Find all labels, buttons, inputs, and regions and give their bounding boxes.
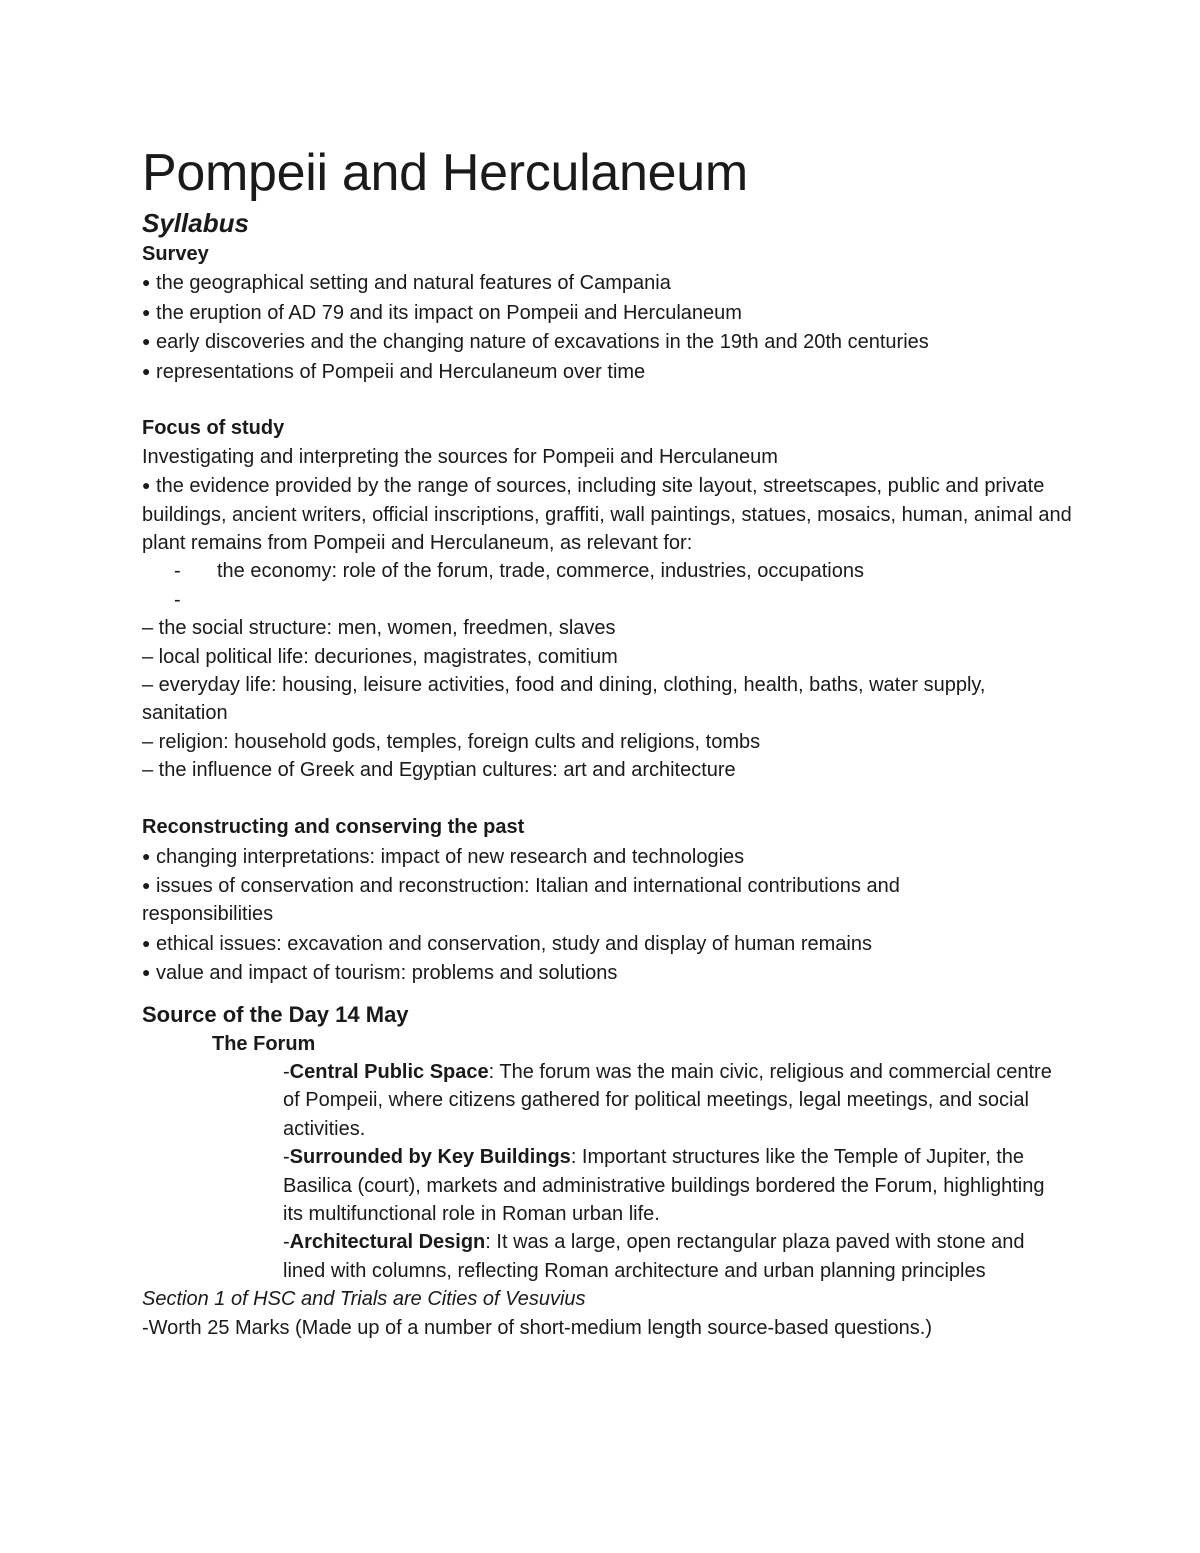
source-of-day-heading: Source of the Day 14 May [142,1001,409,1027]
forum-point-term: Central Public Space [289,1060,489,1083]
survey-item: ● representations of Pompeii and Herculaneum over time [142,360,646,383]
bullet-icon: ● [142,934,151,951]
bullet-icon: ● [142,847,151,864]
reconstructing-heading: Reconstructing and conserving the past [142,816,525,839]
spacer [142,386,1072,414]
survey-item: ● the eruption of AD 79 and its impact on Pompeii and Herculaneum [142,301,742,324]
reconstructing-item: ● value and impact of tourism: problems and solutions [142,962,618,985]
reconstructing-item: ● ethical issues: excavation and conservation, study and display of human remains [142,932,872,955]
bullet-icon: ● [142,333,151,350]
bullet-icon: ● [142,274,151,291]
forum-point-term: Architectural Design [289,1231,486,1254]
forum-point: -Architectural Design: It was a large, open rectangular plaza paved with stone and lined with columns, reflecting Roman architecture and urban planning principles [283,1231,1025,1282]
survey-item: ● the geographical setting and natural features of Campania [142,272,671,295]
forum-point-term: Surrounded by Key Buildings [289,1146,571,1169]
document-title: Pompeii and Herculaneum [142,144,748,202]
marks-note: -Worth 25 Marks (Made up of a number of short-medium length source-based questions.) [142,1316,932,1339]
focus-intro: Investigating and interpreting the sources for Pompeii and Herculaneum [142,445,778,468]
syllabus-subtitle: Syllabus [142,208,249,238]
survey-heading: Survey [142,243,209,265]
focus-bullet: ● the evidence provided by the range of sources, including site layout, streetscapes, public and private buildings, ancient writers, official inscriptions, graffiti, wall paintings, statues, mosaics, human, animal and plant remains from Pompeii and Herculaneum, as relevant for: [142,475,1072,555]
forum-point: -Surrounded by Key Buildings: Important structures like the Temple of Jupiter, the Basilica (court), markets and administrative buildings bordered the Forum, highlighting its multifunctional role in Roman urban life. [283,1146,1045,1225]
bullet-icon: ● [142,477,151,494]
focus-endash-item: – religion: household gods, temples, foreign cults and religions, tombs [142,730,761,753]
bullet-icon: ● [142,303,151,320]
focus-dash-item: - the economy: role of the forum, trade, commerce, industries, occupations [174,560,864,583]
document-page [142,140,1072,1342]
focus-endash-item: – the influence of Greek and Egyptian cultures: art and architecture [142,759,736,782]
focus-heading: Focus of study [142,417,285,440]
reconstructing-item: ● changing interpretations: impact of new research and technologies [142,845,745,868]
section-note: Section 1 of HSC and Trials are Cities of Vesuvius [142,1288,586,1311]
focus-dash-item: - [174,588,181,611]
reconstructing-item: ● issues of conservation and reconstruction: Italian and international contributions and responsibilities [142,874,900,926]
focus-endash-item: – local political life: decuriones, magistrates, comitium [142,645,618,668]
bullet-icon: ● [142,964,151,981]
survey-item: ● early discoveries and the changing nature of excavations in the 19th and 20th centuries [142,331,929,354]
spacer [142,785,1072,813]
forum-subheading: The Forum [212,1032,316,1055]
focus-endash-item: – everyday life: housing, leisure activities, food and dining, clothing, health, baths, water supply, sanitation [142,674,986,725]
bullet-icon: ● [142,362,151,379]
forum-point: -Central Public Space: The forum was the main civic, religious and commercial centre of Pompeii, where citizens gathered for political meetings, legal meetings, and social activities. [283,1060,1052,1140]
focus-endash-item: – the social structure: men, women, freedmen, slaves [142,617,616,640]
bullet-icon: ● [142,876,151,893]
